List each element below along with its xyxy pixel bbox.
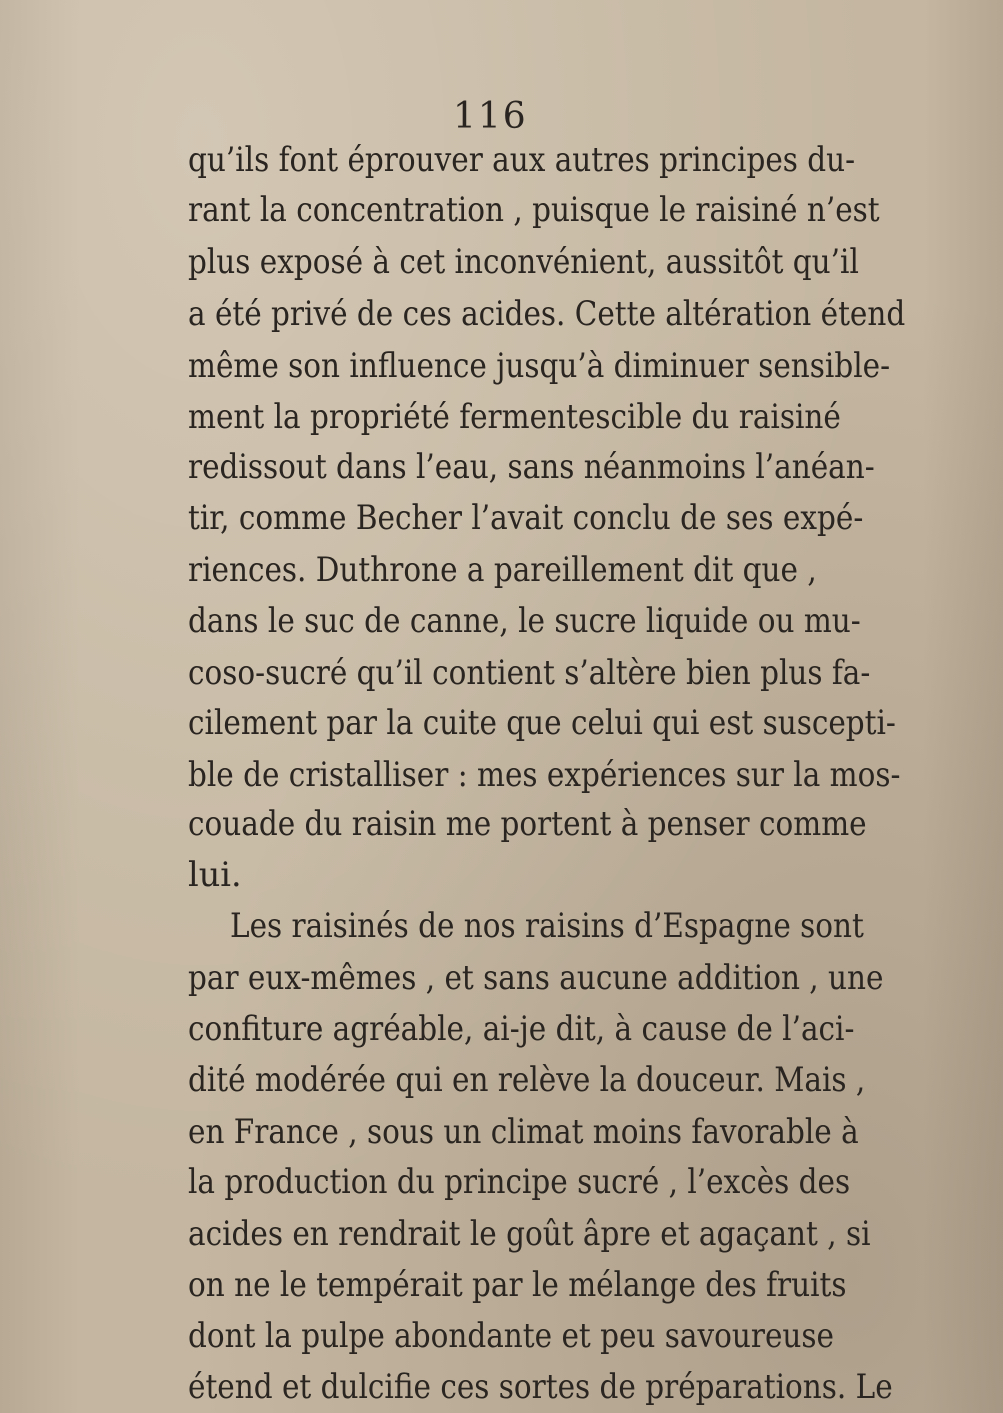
text-line: la production du principe sucré , l’excès des [188, 1162, 851, 1201]
text-line: dité modérée qui en relève la douceur. Mais , [188, 1060, 866, 1099]
text-line: rant la concentration , puisque le raisiné n’est [188, 190, 880, 229]
text-line: a été privé de ces acides. Cette altération étend [188, 294, 906, 333]
text-line: confiture agréable, ai-je dit, à cause de l’aci- [188, 1009, 855, 1048]
page-number: 116 [453, 96, 528, 137]
text-line: dont la pulpe abondante et peu savoureuse [188, 1316, 834, 1355]
text-line: en France , sous un climat moins favorable à [188, 1112, 859, 1151]
text-line: ble de cristalliser : mes expériences sur la mos- [188, 755, 901, 794]
text-line: ment la propriété fermentescible du raisiné [188, 397, 841, 436]
text-line: dans le suc de canne, le sucre liquide ou mu- [188, 601, 861, 640]
text-line: coso-sucré qu’il contient s’altère bien plus fa- [188, 653, 871, 692]
text-line: lui. [188, 855, 242, 894]
text-line: même son influence jusqu’à diminuer sensible- [188, 346, 891, 385]
text-line: redissout dans l’eau, sans néanmoins l’anéan- [188, 447, 875, 486]
text-line: acides en rendrait le goût âpre et agaçant , si [188, 1214, 871, 1253]
text-line: riences. Duthrone a pareillement dit que , [188, 550, 817, 589]
text-line: cilement par la cuite que celui qui est suscepti- [188, 703, 896, 742]
text-line: couade du raisin me portent à penser comme [188, 804, 867, 843]
paragraph-start-line: Les raisinés de nos raisins d’Espagne sont [230, 906, 864, 945]
text-line: plus exposé à cet inconvénient, aussitôt qu’il [188, 242, 859, 281]
text-line: par eux-mêmes , et sans aucune addition , une [188, 958, 884, 997]
text-line: tir, comme Becher l’avait conclu de ses expé- [188, 498, 864, 537]
text-line: qu’ils font éprouver aux autres principes du- [188, 140, 856, 179]
text-line: étend et dulcifie ces sortes de préparations. Le [188, 1367, 893, 1406]
text-line: on ne le tempérait par le mélange des fruits [188, 1265, 847, 1304]
